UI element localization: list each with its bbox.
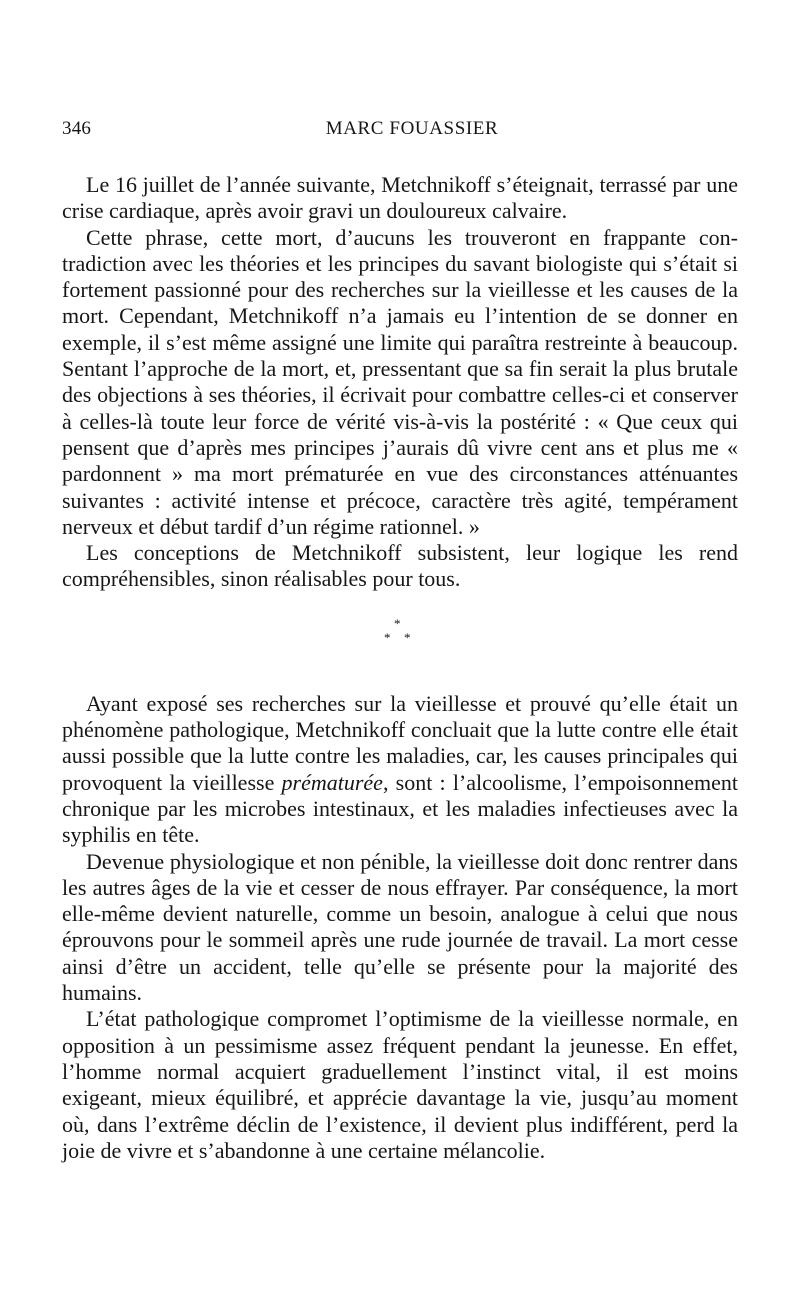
- paragraph-5: Devenue physiologique et non pénible, la vieillesse doit donc rentrer dans les autres âges de la vie et cesser de nous effrayer. Par conséquence, la mort elle-même devient naturelle, comme un besoin, analogue à celui que nous éprouvons pour le sommeil après une rude journée de travail. La mort cesse ainsi d’être un accident, telle qu’elle se présente pour la majorité des humains.: [62, 848, 738, 1006]
- paragraph-4-text-start: Ayant exposé ses recherches sur la vieillesse et prouvé qu’elle était un phénomène pathologique, Metchnikoff concluait que la lutte contre elle était aussi possible que la lutte contre les maladies, car, les causes principales qui provoquent la vieillesse: [62, 690, 738, 795]
- book-page: [62, 118, 738, 1164]
- separator-star: *: [384, 629, 391, 645]
- paragraph-3: Les conceptions de Metchnikoff subsistent, leur logique les rend compréhensibles, sinon réalisables pour tous.: [62, 540, 738, 592]
- paragraph-4-text-end: , sont : l’alcoolisme, l’empoisonnement chronique par les microbes intestinaux, et les maladies infectieuses avec la syphilis en tête.: [62, 769, 738, 848]
- section-separator: [62, 607, 738, 683]
- paragraph-6: L’état pathologique compromet l’optimisme de la vieillesse normale, en opposition à un pessimisme assez fréquent pendant la jeunesse. En effet, l’homme normal acquiert graduellement l’instinct vital, il est moins exigeant, mieux équilibré, et apprécie davantage la vie, jusqu’au moment où, dans l’extrême déclin de l’existence, il devient plus indifférent, perd la joie de vivre et s’abandonne à une certaine mélancolie.: [62, 1006, 738, 1163]
- separator-star: *: [394, 615, 401, 631]
- paragraph-2: Cette phrase, cette mort, d’aucuns les trouveront en frappante contradiction avec les théories et les principes du savant biologiste qui s’était si fortement passionné pour des recherches sur la vieillesse et les causes de la mort. Cependant, Metchnikoff n’a jamais eu l’intention de se donner en exemple, il s’est même assigné une limite qui paraîtra restreinte à beaucoup. Sentant l’approche de la mort, et, pressentant que sa fin serait la plus brutale des objections à ses théories, il écrivait pour combattre celles-ci et conserver à celles-là toute leur force de vérité vis-à-vis la postérité : « Que ceux qui pensent que d’après mes principes j’aurais dû vivre cent ans et plus me « pardonnent » ma mort prématurée en vue des circonstances atténuantes suivantes : activité intense et précoce, caractère très agité, tempérament nerveux et début tardif d’un régime rationnel. »: [62, 224, 738, 539]
- running-title: MARC FOUASSIER: [325, 118, 499, 139]
- emphasized-word: prématurée: [281, 769, 383, 795]
- page-number: 346: [62, 118, 92, 139]
- paragraph-4: [62, 691, 738, 849]
- separator-star: *: [404, 629, 411, 645]
- paragraph-1: Le 16 juillet de l’année suivante, Metchnikoff s’éteignait, terrassé par une crise cardiaque, après avoir gravi un douloureux calvaire.: [62, 172, 738, 224]
- running-head: [62, 118, 738, 148]
